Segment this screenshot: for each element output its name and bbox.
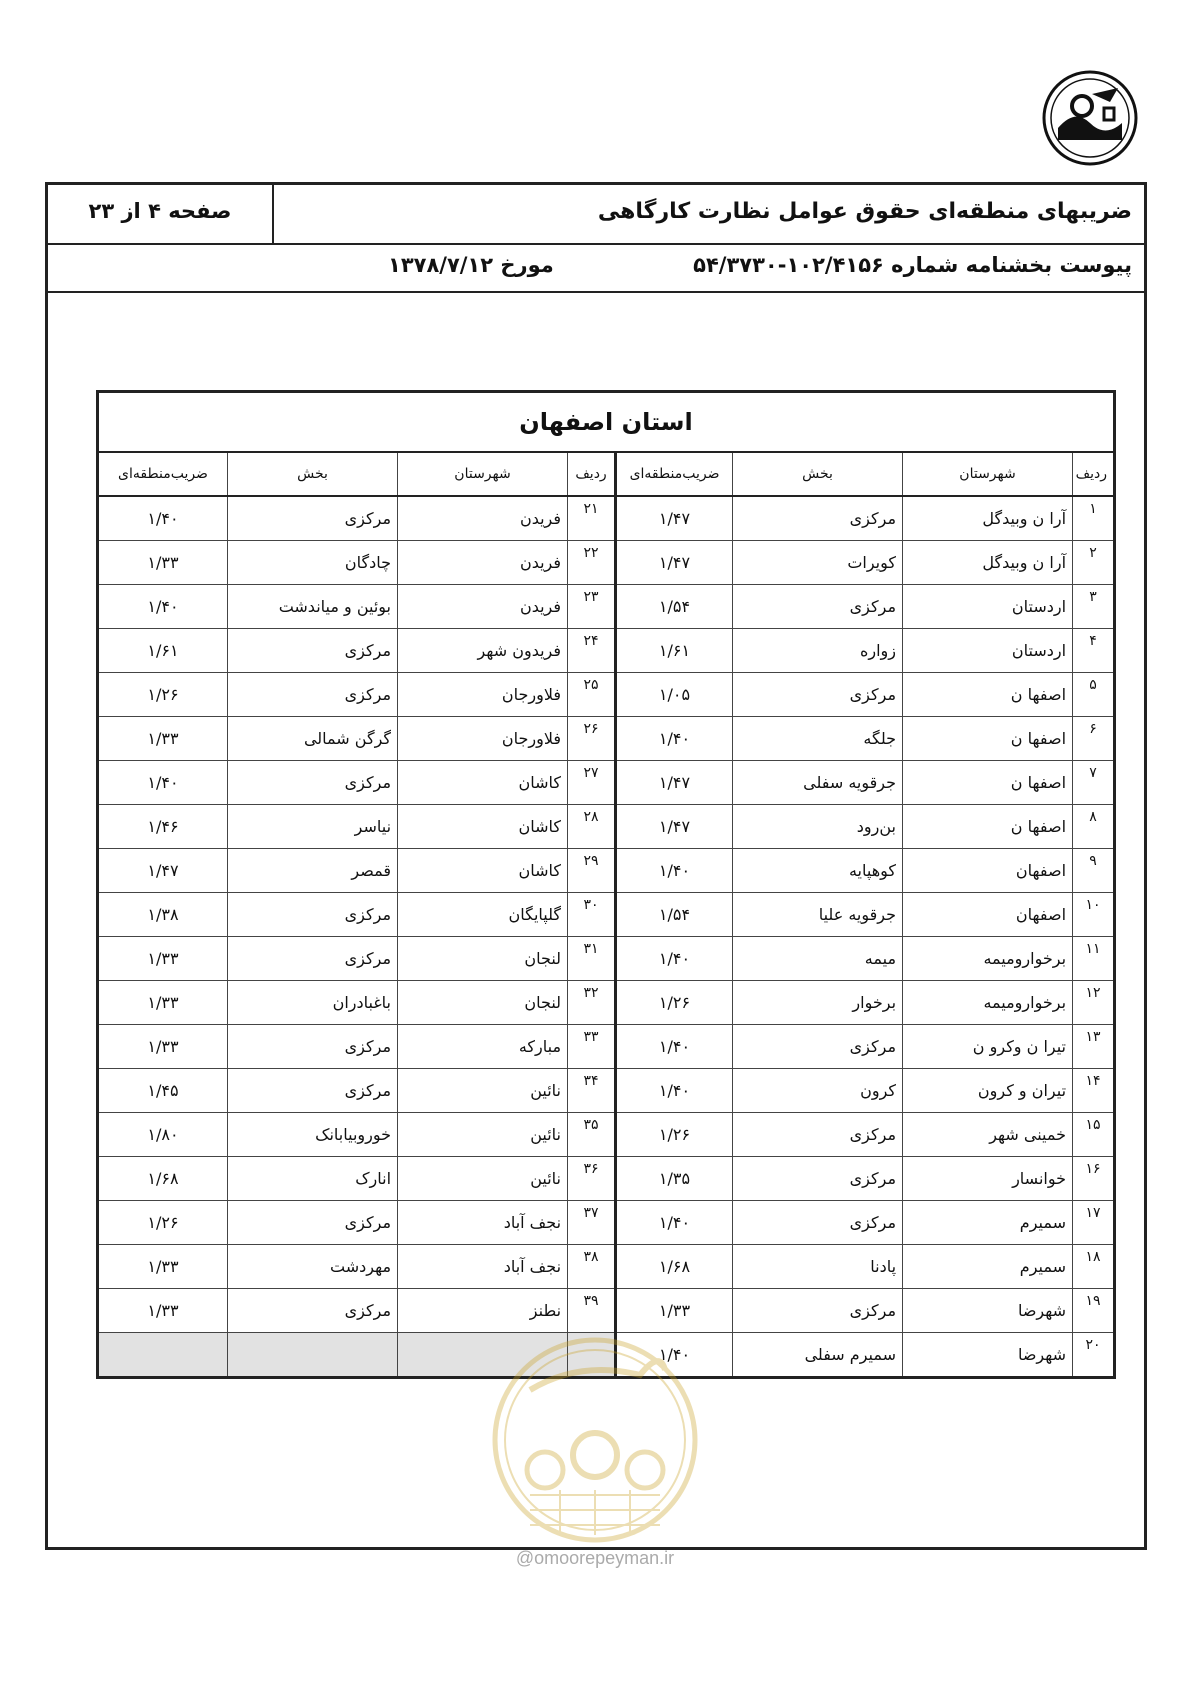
county-cell: اصفها ن: [903, 717, 1073, 761]
row-number: ۱۱: [1073, 937, 1115, 981]
district-cell: مرکزی: [733, 585, 903, 629]
col-district-left: بخش: [228, 452, 398, 496]
row-number: ۶: [1073, 717, 1115, 761]
row-number: ۲۴: [568, 629, 616, 673]
county-cell: سمیرم: [903, 1245, 1073, 1289]
row-number: ۱۲: [1073, 981, 1115, 1025]
district-cell: جرقویه سفلی: [733, 761, 903, 805]
table-row: [98, 496, 1115, 541]
county-cell: خمینی شهر: [903, 1113, 1073, 1157]
district-cell: بن‌رود: [733, 805, 903, 849]
row-number: ۲۳: [568, 585, 616, 629]
row-number: ۱۶: [1073, 1157, 1115, 1201]
row-number: ۲۷: [568, 761, 616, 805]
district-cell: جرقویه علیا: [733, 893, 903, 937]
header-row-circular: [48, 243, 1144, 293]
coefficient-cell: ۱/۶۱: [616, 629, 733, 673]
row-number: ۱۴: [1073, 1069, 1115, 1113]
district-cell: کرون: [733, 1069, 903, 1113]
row-number: ۲۵: [568, 673, 616, 717]
district-cell: مرکزی: [228, 1069, 398, 1113]
county-cell: لنجان: [398, 937, 568, 981]
coefficient-cell: ۱/۳۳: [616, 1289, 733, 1333]
county-cell: لنجان: [398, 981, 568, 1025]
county-cell: تیران و کرون: [903, 1069, 1073, 1113]
county-cell: نجف آباد: [398, 1201, 568, 1245]
coefficient-cell: ۱/۴۷: [616, 541, 733, 585]
table-body: [98, 496, 1115, 1378]
coefficient-cell: ۱/۳۳: [98, 541, 228, 585]
county-cell: اصفها ن: [903, 805, 1073, 849]
county-cell: تیرا ن وکرو ن: [903, 1025, 1073, 1069]
row-number: ۳۹: [568, 1289, 616, 1333]
county-cell: اردستان: [903, 585, 1073, 629]
page-number: صفحه ۴ از ۲۳: [48, 185, 274, 243]
coefficient-cell: ۱/۴۰: [616, 1069, 733, 1113]
coefficient-cell: ۱/۲۶: [616, 981, 733, 1025]
district-cell: مرکزی: [228, 496, 398, 541]
row-number: ۳۲: [568, 981, 616, 1025]
row-number: ۱: [1073, 496, 1115, 541]
district-cell: میمه: [733, 937, 903, 981]
county-cell: برخوارومیمه: [903, 981, 1073, 1025]
row-number: ۹: [1073, 849, 1115, 893]
row-number: ۴: [1073, 629, 1115, 673]
county-cell: اردستان: [903, 629, 1073, 673]
district-cell: چادگان: [228, 541, 398, 585]
coefficient-table-wrapper: [96, 390, 1113, 1379]
county-cell: فریدن: [398, 496, 568, 541]
district-cell: سمیرم سفلی: [733, 1333, 903, 1378]
district-cell: مرکزی: [733, 496, 903, 541]
coefficient-cell: ۱/۳۳: [98, 981, 228, 1025]
document-title: ضریبهای منطقه‌ای حقوق عوامل نظارت کارگاهی: [597, 199, 1132, 224]
row-number: ۳: [1073, 585, 1115, 629]
organization-logo: [1040, 68, 1140, 168]
coefficient-cell: ۱/۴۰: [616, 717, 733, 761]
coefficient-cell: ۱/۴۷: [616, 496, 733, 541]
coefficient-cell: ۱/۸۰: [98, 1113, 228, 1157]
coefficient-cell: ۱/۳۳: [98, 717, 228, 761]
district-cell: مرکزی: [733, 1113, 903, 1157]
col-coef-left: ضریب‌منطقه‌ای: [98, 452, 228, 496]
district-cell: مرکزی: [733, 1025, 903, 1069]
coefficient-cell: ۱/۴۷: [616, 805, 733, 849]
table-row: [98, 1245, 1115, 1289]
district-cell: مرکزی: [228, 673, 398, 717]
column-header-row: [98, 452, 1115, 496]
table-row: [98, 893, 1115, 937]
county-cell: نائین: [398, 1069, 568, 1113]
county-cell: نائین: [398, 1157, 568, 1201]
row-number: ۱۳: [1073, 1025, 1115, 1069]
county-cell: نجف آباد: [398, 1245, 568, 1289]
district-cell: گرگن شمالی: [228, 717, 398, 761]
row-number: ۲۶: [568, 717, 616, 761]
col-district-right: بخش: [733, 452, 903, 496]
coefficient-cell: ۱/۰۵: [616, 673, 733, 717]
coefficient-cell: ۱/۳۵: [616, 1157, 733, 1201]
coefficient-cell: ۱/۵۴: [616, 893, 733, 937]
row-number: ۲۸: [568, 805, 616, 849]
district-cell: بوئین و میاندشت: [228, 585, 398, 629]
col-row-left: ردیف: [568, 452, 616, 496]
district-cell: کویرات: [733, 541, 903, 585]
county-cell: فریدن: [398, 585, 568, 629]
table-row: [98, 1157, 1115, 1201]
row-number: ۲۹: [568, 849, 616, 893]
coefficient-cell: ۱/۴۰: [616, 849, 733, 893]
coefficient-cell: ۱/۴۰: [616, 1333, 733, 1378]
watermark-seal: [490, 1320, 700, 1560]
county-cell: فریدون شهر: [398, 629, 568, 673]
circular-date: مورخ ۱۳۷۸/۷/۱۲: [388, 253, 554, 277]
coefficient-cell: ۱/۴۰: [616, 1201, 733, 1245]
district-cell: مرکزی: [733, 673, 903, 717]
table-row: [98, 673, 1115, 717]
district-cell: مرکزی: [733, 1157, 903, 1201]
coefficient-cell: ۱/۳۳: [98, 1289, 228, 1333]
coefficient-cell: ۱/۴۰: [616, 937, 733, 981]
district-cell: قمصر: [228, 849, 398, 893]
district-cell: باغبادران: [228, 981, 398, 1025]
row-number: ۲۱: [568, 496, 616, 541]
col-coef-right: ضریب‌منطقه‌ای: [616, 452, 733, 496]
district-cell: مرکزی: [228, 761, 398, 805]
col-county-left: شهرستان: [398, 452, 568, 496]
district-cell: مرکزی: [228, 937, 398, 981]
county-cell: فلاورجان: [398, 717, 568, 761]
table-row: [98, 1201, 1115, 1245]
county-cell: کاشان: [398, 761, 568, 805]
district-cell: مرکزی: [228, 1289, 398, 1333]
row-number: ۱۷: [1073, 1201, 1115, 1245]
district-cell: نیاسر: [228, 805, 398, 849]
county-cell: مبارکه: [398, 1025, 568, 1069]
district-cell: مرکزی: [228, 1201, 398, 1245]
table-row: [98, 761, 1115, 805]
county-cell: فلاورجان: [398, 673, 568, 717]
table-row: [98, 1069, 1115, 1113]
district-cell: مرکزی: [228, 1025, 398, 1069]
coefficient-cell: ۱/۴۷: [98, 849, 228, 893]
coefficient-cell: ۱/۴۰: [98, 761, 228, 805]
county-cell: اصفهان: [903, 849, 1073, 893]
row-number: ۲۲: [568, 541, 616, 585]
district-cell: مرکزی: [733, 1201, 903, 1245]
district-cell: زواره: [733, 629, 903, 673]
table-row: [98, 717, 1115, 761]
coefficient-cell: ۱/۲۶: [98, 1201, 228, 1245]
row-number: ۱۹: [1073, 1289, 1115, 1333]
county-cell: کاشان: [398, 805, 568, 849]
coefficient-cell: ۱/۵۴: [616, 585, 733, 629]
watermark-site: @omoorepeyman.ir: [515, 1548, 675, 1568]
row-number: ۱۸: [1073, 1245, 1115, 1289]
table-row: [98, 541, 1115, 585]
district-cell: مهردشت: [228, 1245, 398, 1289]
row-number: ۷: [1073, 761, 1115, 805]
county-cell: خوانسار: [903, 1157, 1073, 1201]
row-number: ۳۳: [568, 1025, 616, 1069]
table-row: [98, 1025, 1115, 1069]
county-cell: اصفها ن: [903, 761, 1073, 805]
table-row: [98, 981, 1115, 1025]
coefficient-cell: ۱/۴۰: [98, 585, 228, 629]
coefficient-cell: ۱/۳۳: [98, 937, 228, 981]
district-cell: کوهپایه: [733, 849, 903, 893]
coefficient-cell: [98, 1333, 228, 1378]
row-number: ۳۰: [568, 893, 616, 937]
coefficient-cell: ۱/۲۶: [98, 673, 228, 717]
row-number: ۲: [1073, 541, 1115, 585]
district-cell: مرکزی: [228, 629, 398, 673]
coefficient-cell: ۱/۳۳: [98, 1245, 228, 1289]
county-cell: گلپایگان: [398, 893, 568, 937]
county-cell: اصفها ن: [903, 673, 1073, 717]
coefficient-cell: ۱/۶۸: [616, 1245, 733, 1289]
coefficient-cell: ۱/۴۰: [616, 1025, 733, 1069]
row-number: ۱۵: [1073, 1113, 1115, 1157]
coefficient-cell: ۱/۴۷: [616, 761, 733, 805]
table-row: [98, 585, 1115, 629]
coefficient-cell: ۱/۳۸: [98, 893, 228, 937]
row-number: ۵: [1073, 673, 1115, 717]
district-cell: انارک: [228, 1157, 398, 1201]
coefficient-cell: ۱/۴۶: [98, 805, 228, 849]
coefficient-table: [96, 390, 1116, 1379]
district-cell: جلگه: [733, 717, 903, 761]
coefficient-cell: ۱/۳۳: [98, 1025, 228, 1069]
county-cell: نطنز: [398, 1289, 568, 1333]
row-number: ۳۵: [568, 1113, 616, 1157]
district-cell: پادنا: [733, 1245, 903, 1289]
row-number: ۸: [1073, 805, 1115, 849]
row-number: ۳۴: [568, 1069, 616, 1113]
county-cell: شهرضا: [903, 1289, 1073, 1333]
county-cell: برخوارومیمه: [903, 937, 1073, 981]
table-row: [98, 805, 1115, 849]
county-cell: فریدن: [398, 541, 568, 585]
district-cell: خوروبیابانک: [228, 1113, 398, 1157]
county-cell: کاشان: [398, 849, 568, 893]
district-cell: مرکزی: [228, 893, 398, 937]
row-number: ۲۰: [1073, 1333, 1115, 1378]
row-number: ۳۶: [568, 1157, 616, 1201]
circular-number: پیوست بخشنامه شماره ۱۰۲/۴۱۵۶-۵۴/۳۷۳۰: [693, 253, 1132, 277]
county-cell: شهرضا: [903, 1333, 1073, 1378]
county-cell: آرا ن وبیدگل: [903, 541, 1073, 585]
table-row: [98, 1113, 1115, 1157]
province-title: استان اصفهان: [98, 392, 1115, 453]
county-cell: سمیرم: [903, 1201, 1073, 1245]
row-number: ۳۷: [568, 1201, 616, 1245]
header-row-title: [48, 185, 1144, 245]
table-row: [98, 937, 1115, 981]
county-cell: آرا ن وبیدگل: [903, 496, 1073, 541]
county-cell: اصفهان: [903, 893, 1073, 937]
row-number: ۳۸: [568, 1245, 616, 1289]
col-row-right: ردیف: [1073, 452, 1115, 496]
col-county-right: شهرستان: [903, 452, 1073, 496]
coefficient-cell: ۱/۴۵: [98, 1069, 228, 1113]
table-row: [98, 629, 1115, 673]
county-cell: نائین: [398, 1113, 568, 1157]
coefficient-cell: ۱/۲۶: [616, 1113, 733, 1157]
table-row: [98, 849, 1115, 893]
district-cell: [228, 1333, 398, 1378]
row-number: ۱۰: [1073, 893, 1115, 937]
coefficient-cell: ۱/۶۸: [98, 1157, 228, 1201]
district-cell: مرکزی: [733, 1289, 903, 1333]
coefficient-cell: ۱/۶۱: [98, 629, 228, 673]
row-number: ۳۱: [568, 937, 616, 981]
district-cell: برخوار: [733, 981, 903, 1025]
coefficient-cell: ۱/۴۰: [98, 496, 228, 541]
